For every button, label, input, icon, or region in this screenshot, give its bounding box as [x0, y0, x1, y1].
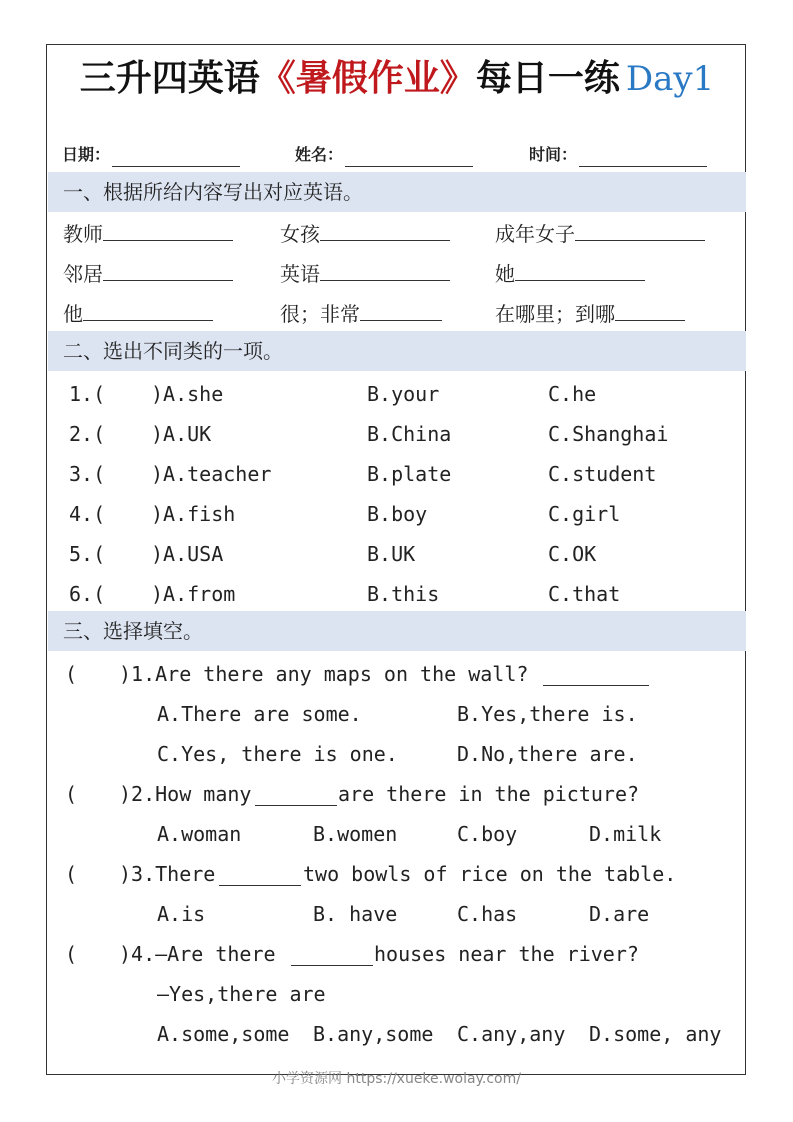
option-d: D.some, any — [589, 1022, 722, 1046]
question-stem: )2.How many — [119, 782, 252, 806]
option-c: C.Yes, there is one. — [157, 742, 398, 766]
vocab-word: 她 — [495, 262, 515, 286]
question-number[interactable]: 1.( — [69, 382, 106, 406]
option-a: A.is — [157, 902, 206, 926]
vocab-word: 女孩 — [280, 222, 320, 246]
option-a: )A.fish — [151, 502, 236, 526]
question-stem-end: houses near the river? — [374, 942, 639, 966]
option-b: B.this — [367, 582, 440, 606]
option-a: )A.teacher — [151, 462, 272, 486]
option-b: B.China — [367, 422, 452, 446]
vocab-item — [280, 254, 450, 294]
option-b: B.boy — [367, 502, 428, 526]
page-title — [47, 53, 747, 104]
option-c: C.OK — [548, 542, 597, 566]
answer-paren[interactable]: ( — [65, 942, 78, 966]
question-number[interactable]: 3.( — [69, 462, 106, 486]
vocab-item — [280, 294, 442, 334]
section1-heading: 一、根据所给内容写出对应英语。 — [48, 172, 746, 212]
question-number[interactable]: 2.( — [69, 422, 106, 446]
option-c: C.any,any — [457, 1022, 566, 1046]
option-c: C.student — [548, 462, 657, 486]
answer-blank[interactable] — [543, 659, 649, 686]
option-a: A.woman — [157, 822, 242, 846]
worksheet-frame — [46, 44, 746, 1075]
section3-heading: 三、选择填空。 — [48, 611, 746, 651]
answer-blank[interactable] — [219, 859, 301, 886]
date-label: 日期： — [62, 145, 111, 164]
name-field — [295, 143, 473, 169]
option-c: C.he — [548, 382, 597, 406]
vocab-item — [63, 214, 233, 254]
name-label: 姓名： — [295, 145, 344, 164]
option-a: A.some,some — [157, 1022, 290, 1046]
option-d: D.milk — [589, 822, 662, 846]
time-field — [529, 143, 707, 169]
question-stem-end: two bowls of rice on the table. — [303, 862, 677, 886]
option-b: B. have — [313, 902, 398, 926]
answer-blank[interactable] — [575, 214, 705, 241]
date-blank[interactable] — [112, 148, 240, 167]
time-blank[interactable] — [579, 148, 707, 167]
question-stem-end: are there in the picture? — [338, 782, 640, 806]
option-c: C.that — [548, 582, 621, 606]
option-b: B.Yes,there is. — [457, 702, 638, 726]
vocab-word: 在哪里；到哪 — [495, 302, 615, 326]
option-a: )A.UK — [151, 422, 212, 446]
question-stem: )3.There — [119, 862, 216, 886]
title-text-2: 每日一练 — [475, 57, 620, 99]
title-highlight: 《暑假作业》 — [259, 57, 476, 99]
option-c: C.has — [457, 902, 518, 926]
vocab-item — [280, 214, 450, 254]
option-c: C.boy — [457, 822, 518, 846]
name-blank[interactable] — [345, 148, 473, 167]
answer-blank[interactable] — [103, 214, 233, 241]
answer-blank[interactable] — [615, 294, 685, 321]
response-line: —Yes,there are — [157, 982, 326, 1006]
vocab-word: 邻居 — [63, 262, 103, 286]
option-c: C.girl — [548, 502, 621, 526]
answer-paren[interactable]: ( — [65, 862, 78, 886]
option-b: B.plate — [367, 462, 452, 486]
option-b: B.your — [367, 382, 440, 406]
answer-blank[interactable] — [320, 214, 450, 241]
option-b: B.any,some — [313, 1022, 434, 1046]
date-field — [62, 143, 240, 169]
vocab-item — [495, 294, 685, 334]
vocab-word: 成年女子 — [495, 222, 575, 246]
answer-blank[interactable] — [83, 294, 213, 321]
answer-blank[interactable] — [360, 294, 442, 321]
question-number[interactable]: 5.( — [69, 542, 106, 566]
answer-blank[interactable] — [255, 779, 337, 806]
answer-blank[interactable] — [291, 939, 373, 966]
title-day: Day1 — [625, 59, 715, 99]
answer-blank[interactable] — [515, 254, 645, 281]
answer-paren[interactable]: ( — [65, 662, 78, 686]
option-b: B.women — [313, 822, 398, 846]
vocab-word: 他 — [63, 302, 83, 326]
vocab-word: 教师 — [63, 222, 103, 246]
vocab-word: 很；非常 — [280, 302, 360, 326]
title-text: 三升四英语 — [79, 57, 260, 99]
footer-watermark: 小学资源网 https://xueke.wolay.com/ — [272, 1071, 521, 1087]
answer-blank[interactable] — [320, 254, 450, 281]
answer-blank[interactable] — [103, 254, 233, 281]
question-stem: )4.—Are there — [119, 942, 276, 966]
vocab-item — [495, 214, 705, 254]
vocab-item — [63, 294, 213, 334]
question-number[interactable]: 6.( — [69, 582, 106, 606]
question-stem: )1.Are there any maps on the wall? — [119, 662, 529, 686]
option-a: A.There are some. — [157, 702, 362, 726]
option-c: C.Shanghai — [548, 422, 669, 446]
vocab-item — [63, 254, 233, 294]
option-d: D.No,there are. — [457, 742, 638, 766]
option-a: )A.from — [151, 582, 236, 606]
question-number[interactable]: 4.( — [69, 502, 106, 526]
option-a: )A.USA — [151, 542, 224, 566]
option-a: )A.she — [151, 382, 224, 406]
option-d: D.are — [589, 902, 650, 926]
answer-paren[interactable]: ( — [65, 782, 78, 806]
vocab-word: 英语 — [280, 262, 320, 286]
vocab-item — [495, 254, 645, 294]
time-label: 时间： — [529, 145, 578, 164]
option-b: B.UK — [367, 542, 416, 566]
section2-heading: 二、选出不同类的一项。 — [48, 331, 746, 371]
